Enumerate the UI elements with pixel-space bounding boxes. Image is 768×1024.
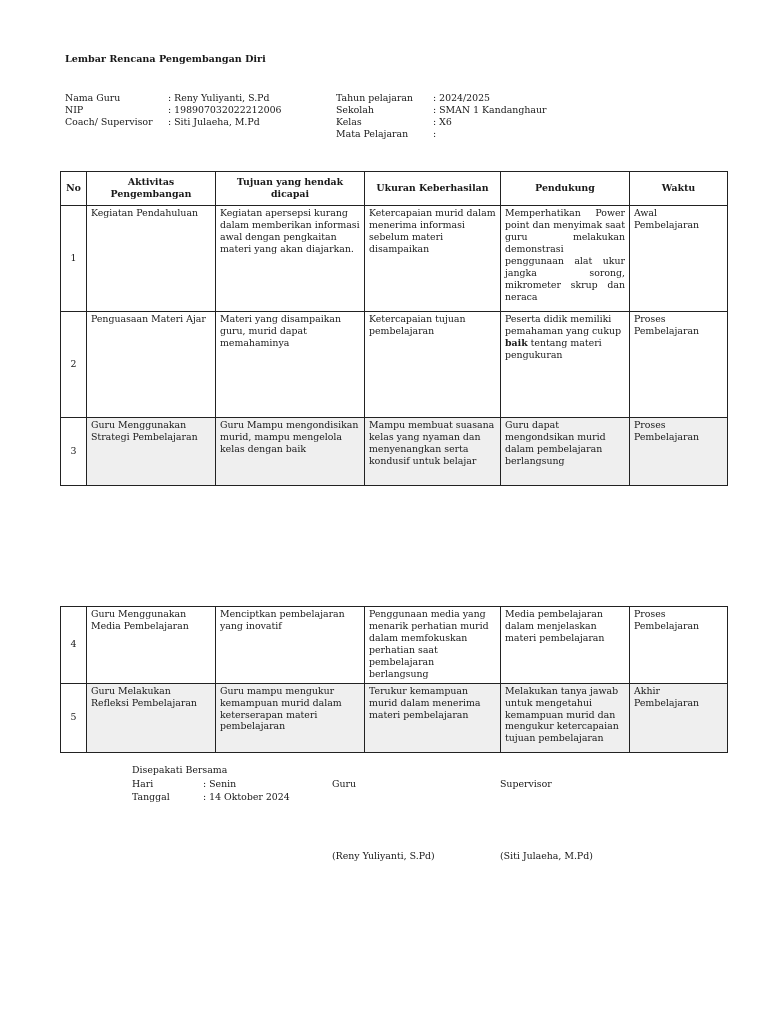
cell-text-bold: baik	[505, 337, 528, 349]
cell-ukuran: Ketercapaian tujuan pembelajaran	[365, 312, 501, 418]
cell-waktu: Akhir Pembelajaran	[630, 683, 728, 752]
supervisor-signature-name: (Siti Julaeha, M.Pd)	[500, 851, 593, 862]
column-header-ukuran: Ukuran Keberhasilan	[365, 172, 501, 206]
table-row	[61, 312, 728, 418]
guru-label: Guru	[332, 779, 357, 790]
row-number: 4	[61, 607, 87, 684]
row-number: 2	[61, 312, 87, 418]
cell-pendukung	[501, 206, 630, 312]
tanggal-value: : 14 Oktober 2024	[203, 792, 290, 803]
row-number: 1	[61, 206, 87, 312]
hari-label: Hari	[132, 779, 154, 790]
school-info	[336, 93, 546, 141]
cell-tujuan: Guru Mampu mengondisikan murid, mampu mengelola kelas dengan baik	[216, 418, 365, 486]
cell-tujuan: Kegiatan apersepsi kurang dalam memberikan informasi awal dengan pengkaitan materi yang akan diajarkan.	[216, 206, 365, 312]
development-plan-table	[60, 171, 728, 486]
info-label: Sekolah	[336, 104, 374, 116]
info-row-sekolah	[336, 105, 546, 117]
info-label: Coach/ Supervisor	[65, 116, 153, 128]
info-row-nama-guru	[65, 93, 282, 105]
development-plan-table-continued	[60, 606, 728, 753]
cell-ukuran: Terukur kemampuan murid dalam menerima materi pembelajaran	[365, 683, 501, 752]
row-number: 5	[61, 683, 87, 752]
cell-ukuran: Ketercapaian murid dalam menerima informasi sebelum materi disampaikan	[365, 206, 501, 312]
column-header-no: No	[61, 172, 87, 206]
cell-aktivitas: Guru Melakukan Refleksi Pembelajaran	[87, 683, 216, 752]
cell-waktu: Awal Pembelajaran	[630, 206, 728, 312]
info-label: Tahun pelajaran	[336, 93, 413, 104]
cell-ukuran: Penggunaan media yang menarik perhatian murid dalam memfokuskan perhatian saat pembelajaran berlangsung	[365, 607, 501, 684]
info-row-tahun	[336, 93, 546, 105]
column-header-waktu: Waktu	[630, 172, 728, 206]
info-label: Mata Pelajaran	[336, 128, 409, 140]
cell-tujuan: Materi yang disampaikan guru, murid dapat memahaminya	[216, 312, 365, 418]
document-title: Lembar Rencana Pengembangan Diri	[65, 54, 266, 65]
row-number: 3	[61, 418, 87, 486]
cell-waktu: Proses Pembelajaran	[630, 607, 728, 684]
table-row	[61, 683, 728, 752]
cell-text: Peserta didik memiliki pemahaman yang cukup	[505, 314, 622, 337]
cell-tujuan: Guru mampu mengukur kemampuan murid dalam keterserapan materi pembelajaran	[216, 683, 365, 752]
cell-aktivitas: Kegiatan Pendahuluan	[87, 206, 216, 312]
info-value: : Reny Yuliyanti, S.Pd	[168, 93, 270, 104]
info-value: : 2024/2025	[433, 93, 491, 104]
info-row-mapel	[336, 129, 546, 141]
info-label: NIP	[65, 104, 84, 116]
info-row-nip	[65, 105, 282, 117]
table-row	[61, 206, 728, 312]
guru-signature-name: (Reny Yuliyanti, S.Pd)	[332, 851, 435, 862]
cell-text: Memperhatikan Power point dan menyimak saat guru melakukan demonstrasi penggunaan alat ukur jangka sorong, mikrometer skrup dan neraca	[505, 208, 625, 303]
cell-text: tentang materi pengukuran	[505, 337, 602, 361]
cell-pendukung: Guru dapat mengondsikan murid dalam pembelajaran berlangsung	[501, 418, 630, 486]
table-row	[61, 607, 728, 684]
tanggal-label: Tanggal	[132, 792, 170, 803]
info-value: : 198907032022212006	[168, 104, 282, 116]
info-value: :	[433, 128, 437, 140]
info-label: Kelas	[336, 116, 362, 128]
cell-pendukung: Media pembelajaran dalam menjelaskan materi pembelajaran	[501, 607, 630, 684]
info-value: : X6	[433, 116, 452, 128]
table-header-row	[61, 172, 728, 206]
cell-pendukung	[501, 312, 630, 418]
supervisor-label: Supervisor	[500, 779, 552, 790]
column-header-aktivitas: Aktivitas Pengembangan	[87, 172, 216, 206]
hari-value: : Senin	[203, 779, 237, 790]
cell-waktu: Proses Pembelajaran	[630, 418, 728, 486]
info-row-coach	[65, 117, 282, 129]
info-value: : SMAN 1 Kandanghaur	[433, 104, 547, 116]
info-value: : Siti Julaeha, M.Pd	[168, 116, 260, 128]
cell-waktu: Proses Pembelajaran	[630, 312, 728, 418]
table-row	[61, 418, 728, 486]
cell-aktivitas: Guru Menggunakan Strategi Pembelajaran	[87, 418, 216, 486]
agreement-heading: Disepakati Bersama	[132, 765, 228, 776]
cell-tujuan: Menciptkan pembelajaran yang inovatif	[216, 607, 365, 684]
teacher-info	[65, 93, 282, 129]
info-label: Nama Guru	[65, 93, 121, 104]
column-header-tujuan: Tujuan yang hendak dicapai	[216, 172, 365, 206]
cell-aktivitas: Guru Menggunakan Media Pembelajaran	[87, 607, 216, 684]
column-header-pendukung: Pendukung	[501, 172, 630, 206]
cell-pendukung: Melakukan tanya jawab untuk mengetahui kemampuan murid dan mengukur ketercapaian tujuan pembelajaran	[501, 683, 630, 752]
cell-ukuran: Mampu membuat suasana kelas yang nyaman dan menyenangkan serta kondusif untuk belajar	[365, 418, 501, 486]
info-row-kelas	[336, 117, 546, 129]
cell-aktivitas: Penguasaan Materi Ajar	[87, 312, 216, 418]
